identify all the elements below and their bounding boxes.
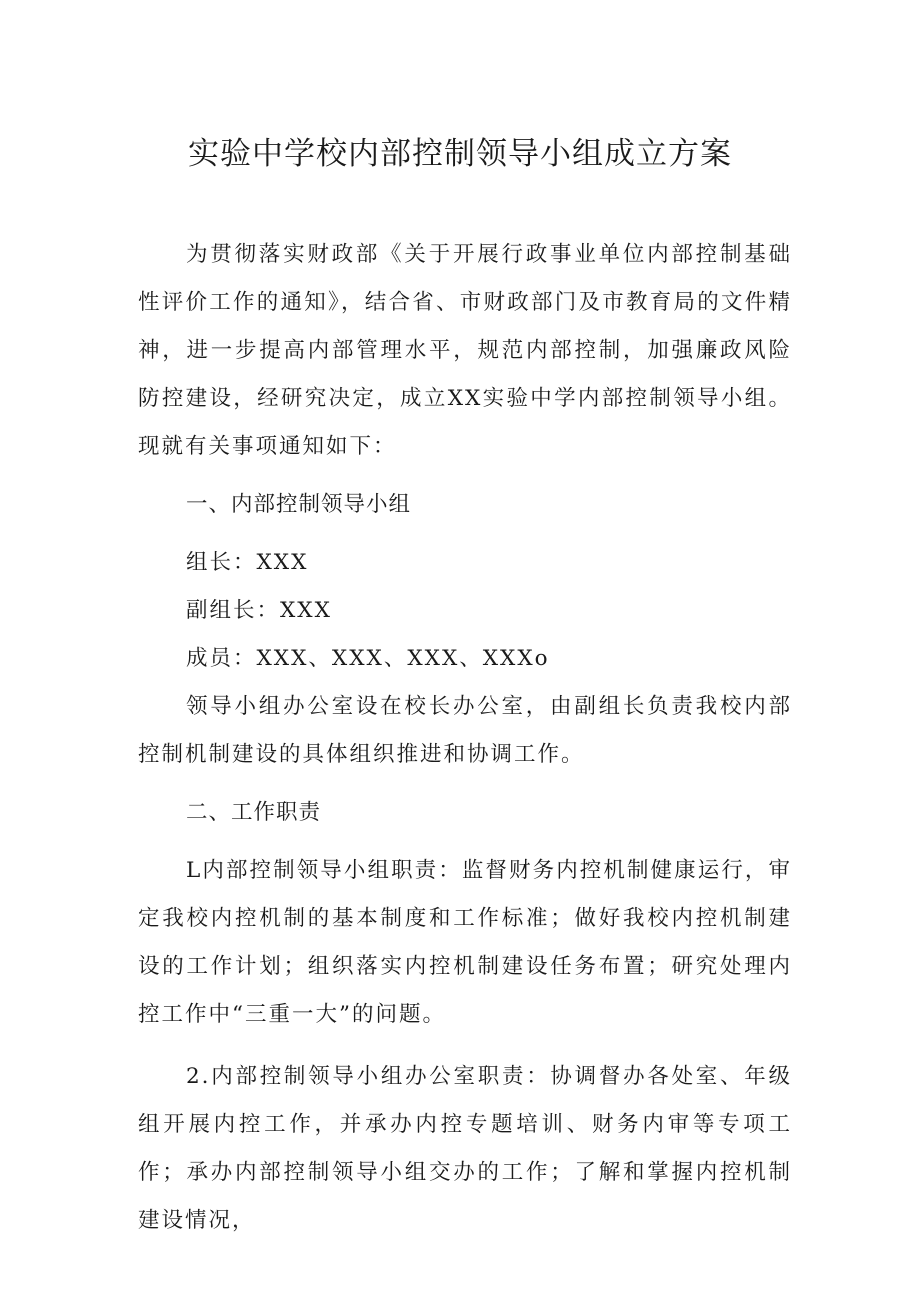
document-title: 实验中学校内部控制领导小组成立方案 xyxy=(188,136,732,172)
intro-paragraph: 为贯彻落实财政部《关于开展行政事业单位内部控制基础性评价工作的通知》，结合省、市财政部门及市教育局的文件精神，进一步提高内部管理水平，规范内部控制，加强廉政风险防控建设，经研究决定，成立XX实验中学内部控制领导小组。现就有关事项通知如下： xyxy=(138,242,792,459)
responsibility-item-2: 2.内部控制领导小组办公室职责：协调督办各处室、年级组开展内控工作，并承办内控专题培训、财务内审等专项工作；承办内部控制领导小组交办的工作；了解和掌握内控机制建设情况， xyxy=(138,1064,792,1233)
office-paragraph: 领导小组办公室设在校长办公室，由副组长负责我校内部控制机制建设的具体组织推进和协调工作。 xyxy=(138,694,792,767)
document-body xyxy=(138,231,792,1245)
section-heading-leadership-group: 一、内部控制领导小组 xyxy=(186,492,412,517)
group-leader-line: 组长：XXX xyxy=(186,550,309,575)
responsibility-item-1: L内部控制领导小组职责：监督财务内控机制健康运行，审定我校内控机制的基本制度和工作标准；做好我校内控机制建设的工作计划；组织落实内控机制建设任务布置；研究处理内控工作中“三重一大”的问题。 xyxy=(138,858,792,1027)
section-heading-responsibilities: 二、工作职责 xyxy=(186,800,322,825)
members-line: 成员：XXX、XXX、XXX、XXXo xyxy=(186,646,550,671)
deputy-leader-line: 副组长：XXX xyxy=(186,598,332,623)
